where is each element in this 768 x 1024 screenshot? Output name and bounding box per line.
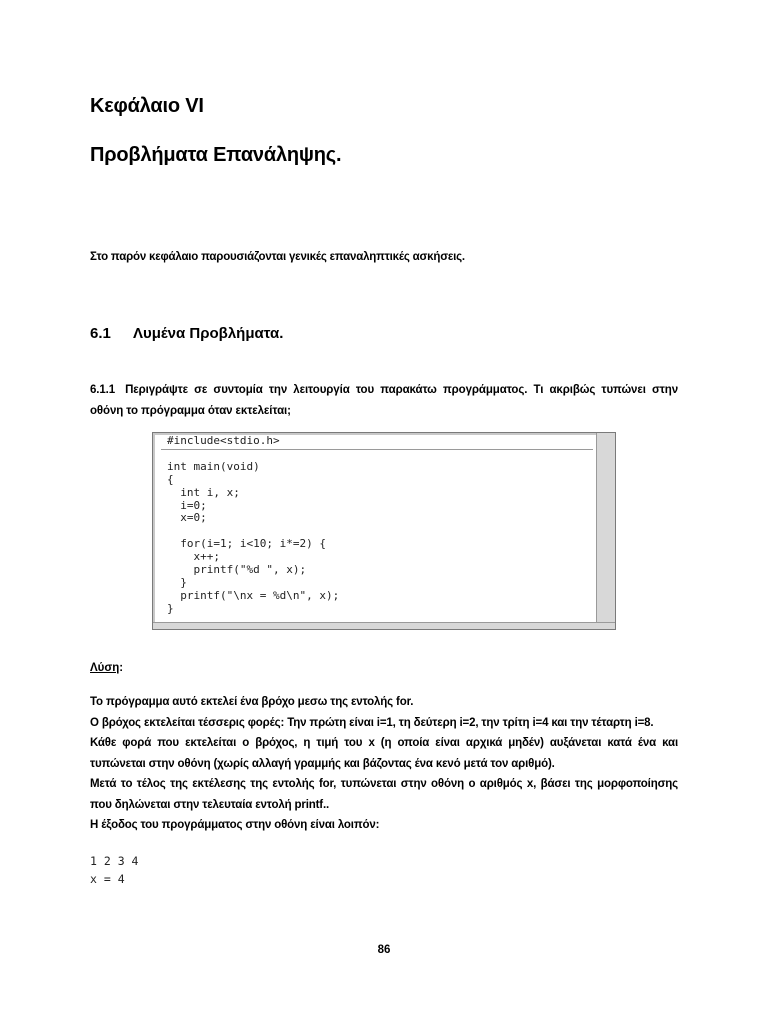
solution-paragraph: Το πρόγραμμα αυτό εκτελεί ένα βρόχο μεσω της εντολής for. <box>90 696 414 708</box>
section-heading <box>90 325 283 342</box>
solution-paragraph: Η έξοδος του προγράμματος στην οθόνη είναι λοιπόν: <box>90 819 380 831</box>
solution-colon: : <box>119 662 124 674</box>
solution-body <box>90 692 678 836</box>
solution-heading <box>90 662 123 674</box>
intro-paragraph: Στο παρόν κεφάλαιο παρουσιάζονται γενικές επαναληπτικές ασκήσεις. <box>90 251 465 263</box>
section-number: 6.1 <box>90 325 111 342</box>
code-screenshot <box>152 432 616 630</box>
solution-label: Λύση <box>90 662 120 674</box>
solution-paragraph: Κάθε φορά που εκτελείται ο βρόχος, η τιμή του x (η οποία είναι αρχικά μηδέν) αυξάνεται κατά ένα και τυπώνεται στην οθόνη (χωρίς αλλαγή γραμμής και βάζοντας ένα κενό μετά τον αριθμό). <box>90 737 678 770</box>
page-number: 86 <box>377 944 391 956</box>
solution-paragraph: Μετά το τέλος της εκτέλεσης της εντολής for, τυπώνεται στην οθόνη ο αριθμός x, βάσει της μορφοποίησης που δηλώνεται στην τελευταία εντολή printf.. <box>90 778 678 811</box>
chapter-title: Κεφάλαιο VI <box>90 95 204 117</box>
problem-statement <box>90 380 678 422</box>
section-title: Λυμένα Προβλήματα. <box>133 325 284 342</box>
solution-paragraph: Ο βρόχος εκτελείται τέσσερις φορές: Την πρώτη είναι i=1, τη δεύτερη i=2, την τρίτη i=4 και την τέταρτη i=8. <box>90 716 654 729</box>
problem-text: Περιγράψτε σε συντομία την λειτουργία του παρακάτω προγράμματος. Τι ακριβώς τυπώνει στην οθόνη το πρόγραμμα όταν εκτελείται; <box>90 384 678 417</box>
code-listing: #include<stdio.h> int main(void) { int i, x; i=0; x=0; for(i=1; i<10; i*=2) { x++; printf("%d ", x); } printf("\nx = %d\n", x); } <box>167 434 340 615</box>
chapter-subtitle: Προβλήματα Επανάληψης. <box>90 144 342 166</box>
code-bottom-edge <box>153 622 615 629</box>
program-output: 1 2 3 4 x = 4 <box>90 854 139 886</box>
problem-number: 6.1.1 <box>90 384 116 396</box>
code-scrollbar <box>596 433 615 629</box>
